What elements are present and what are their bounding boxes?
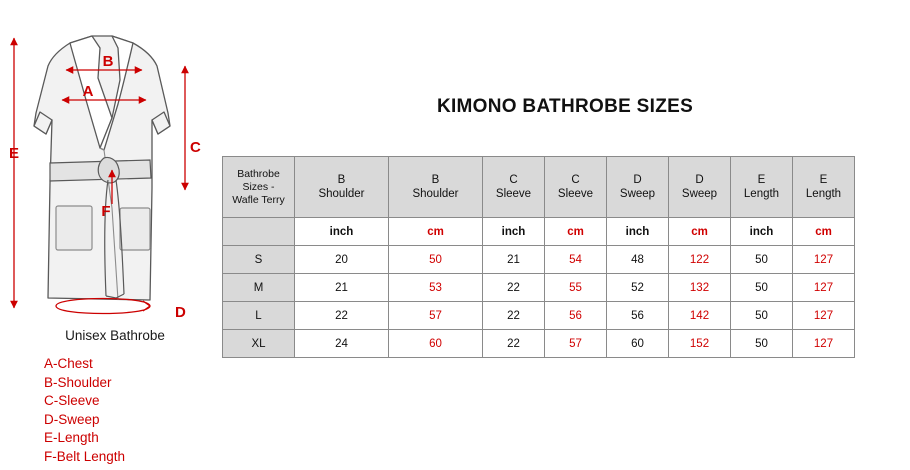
cell-sweep-inch: 56 [607, 302, 669, 330]
unit-cell-5: inch [607, 218, 669, 246]
marker-a-label: A [82, 83, 94, 100]
legend-item-chest: A-Chest [44, 356, 93, 371]
marker-b-label: B [102, 53, 114, 70]
unit-cell-4: cm [545, 218, 607, 246]
cell-shoulder-cm: 50 [389, 246, 483, 274]
header-cell-sweep-inch [607, 157, 669, 218]
header-line2: Sleeve [495, 188, 532, 200]
arrow-sweep [56, 299, 150, 314]
bathrobe-diagram-icon [0, 8, 230, 328]
legend-item-shoulder: B-Shoulder [44, 374, 112, 390]
header-cell-sleeve-cm [545, 157, 607, 218]
illustration-caption: Unisex Bathrobe [65, 328, 165, 343]
header-cell-shoulder-inch [295, 157, 389, 218]
cell-sleeve-inch: 21 [483, 246, 545, 274]
header-line2: Sleeve [557, 188, 594, 200]
legend-item-sleeve: C-Sleeve [44, 393, 100, 408]
table-row-units [223, 218, 855, 246]
header-line1: D [633, 174, 642, 186]
cell-sleeve-cm: 54 [545, 246, 607, 274]
header-line1: D [695, 174, 704, 186]
marker-d-label: D [175, 304, 186, 321]
cell-sleeve-cm: 57 [545, 330, 607, 358]
header-line1: E [819, 174, 828, 186]
header-line2: Wafle Terry [232, 193, 285, 206]
header-line2: Sweep [681, 188, 718, 200]
cell-sweep-inch: 48 [607, 246, 669, 274]
cell-shoulder-inch: 24 [295, 330, 389, 358]
table-row [223, 302, 855, 330]
header-cell-length-cm [793, 157, 855, 218]
cell-sweep-cm: 122 [669, 246, 731, 274]
legend-item-belt-length: F-Belt Length [44, 448, 126, 464]
header-line1: C [571, 174, 580, 186]
cell-sweep-inch: 60 [607, 330, 669, 358]
row-size-label: XL [223, 330, 295, 358]
cell-shoulder-cm: 57 [389, 302, 483, 330]
legend-item-sweep: D-Sweep [44, 411, 100, 427]
table-header-row [223, 157, 855, 218]
cell-length-cm: 127 [793, 246, 855, 274]
bathrobe-illustration-panel [0, 0, 230, 470]
unit-cell-blank [223, 218, 295, 246]
header-line2: Shoulder [412, 188, 459, 200]
header-line1: Bathrobe Sizes - [237, 167, 280, 193]
cell-length-inch: 50 [731, 246, 793, 274]
page-title: KIMONO BATHROBE SIZES [436, 96, 694, 117]
cell-sleeve-inch: 22 [483, 302, 545, 330]
unit-cell-8: cm [793, 218, 855, 246]
cell-shoulder-inch: 21 [295, 274, 389, 302]
unit-cell-7: inch [731, 218, 793, 246]
table-row [223, 330, 855, 358]
legend-item-length: E-Length [44, 430, 99, 445]
header-line1: E [757, 174, 766, 186]
size-chart-table [222, 156, 855, 358]
cell-shoulder-cm: 60 [389, 330, 483, 358]
header-line2: Length [805, 188, 842, 200]
cell-sweep-inch: 52 [607, 274, 669, 302]
header-line2: Shoulder [318, 188, 365, 200]
marker-c-label: C [190, 139, 201, 156]
header-line1: B [337, 174, 346, 186]
unit-cell-1: inch [295, 218, 389, 246]
cell-length-inch: 50 [731, 274, 793, 302]
cell-shoulder-inch: 22 [295, 302, 389, 330]
header-cell-sweep-cm [669, 157, 731, 218]
cell-sleeve-cm: 56 [545, 302, 607, 330]
header-line1: B [431, 174, 440, 186]
unit-cell-3: inch [483, 218, 545, 246]
row-size-label: L [223, 302, 295, 330]
header-cell-sizes [223, 157, 295, 218]
cell-length-cm: 127 [793, 302, 855, 330]
cell-sweep-cm: 152 [669, 330, 731, 358]
cell-length-cm: 127 [793, 330, 855, 358]
cell-sleeve-inch: 22 [483, 330, 545, 358]
unit-cell-2: cm [389, 218, 483, 246]
unit-cell-6: cm [669, 218, 731, 246]
cell-shoulder-cm: 53 [389, 274, 483, 302]
header-cell-sleeve-inch [483, 157, 545, 218]
header-line2: Sweep [619, 188, 656, 200]
row-size-label: S [223, 246, 295, 274]
cell-length-inch: 50 [731, 302, 793, 330]
cell-length-cm: 127 [793, 274, 855, 302]
cell-sleeve-cm: 55 [545, 274, 607, 302]
header-cell-length-inch [731, 157, 793, 218]
header-line1: C [509, 174, 518, 186]
table-row [223, 246, 855, 274]
cell-length-inch: 50 [731, 330, 793, 358]
header-cell-shoulder-cm [389, 157, 483, 218]
marker-e-label: E [8, 145, 20, 162]
row-size-label: M [223, 274, 295, 302]
cell-sweep-cm: 142 [669, 302, 731, 330]
measurement-legend [44, 355, 125, 466]
table-row [223, 274, 855, 302]
cell-sleeve-inch: 22 [483, 274, 545, 302]
header-line2: Length [743, 188, 780, 200]
marker-f-label: F [101, 203, 111, 220]
cell-shoulder-inch: 20 [295, 246, 389, 274]
cell-sweep-cm: 132 [669, 274, 731, 302]
